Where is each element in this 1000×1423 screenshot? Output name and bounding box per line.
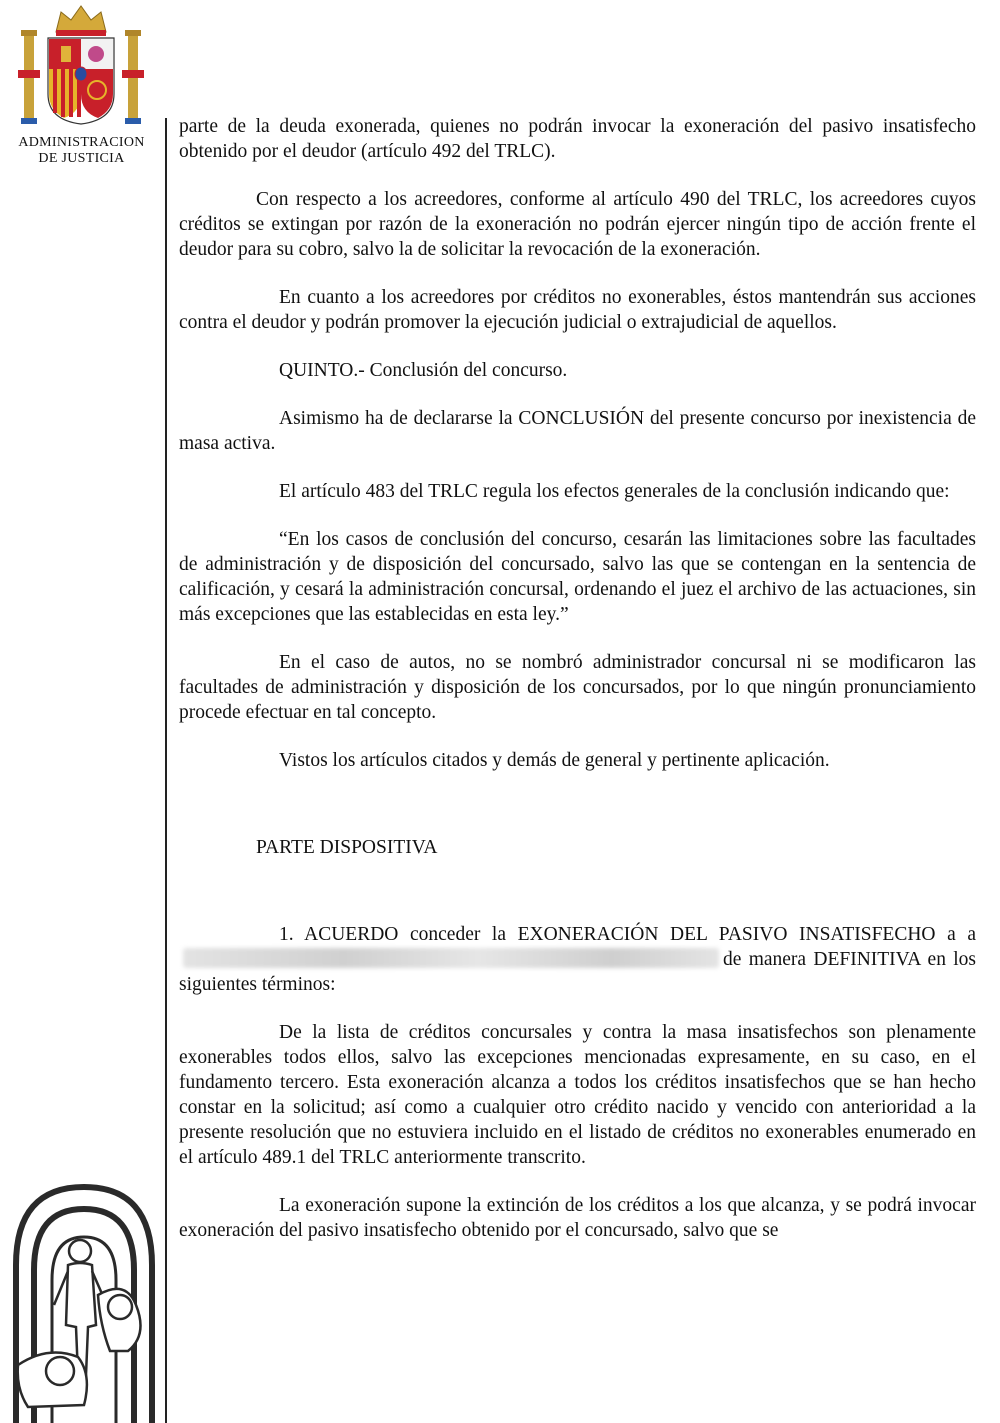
agency-name-line2: DE JUSTICIA: [38, 151, 125, 166]
section-heading: QUINTO.- Conclusión del concurso.: [279, 360, 568, 381]
paragraph: Con respecto a los acreedores, conforme al artículo 490 del TRLC, los acreedores cuyos créditos se extingan por razón de la exoneración no podrán ejercer ningún tipo de acción frente el deudor para su cobro, salvo la de solicitar la revocación de la exoneración.: [179, 189, 976, 260]
paragraph: En el caso de autos, no se nombró administrador concursal ni se modificaron las facultades de administración y disposición de los concursados, por lo que ningún pronunciamiento procede efectuar en tal concepto.: [179, 652, 976, 723]
paragraph: En cuanto a los acreedores por créditos no exonerables, éstos mantendrán sus acciones contra el deudor y podrán promover la ejecución judicial o extrajudicial de aquellos.: [179, 287, 976, 333]
document-body: [179, 114, 976, 1243]
paragraph: La exoneración supone la extinción de los créditos a los que alcanza, y se podrá invocar exoneración del pasivo insatisfecho obtenido por el concursado, salvo que se: [179, 1195, 976, 1241]
coat-of-arms-logo: [16, 2, 146, 132]
paragraph: [179, 922, 976, 997]
paragraph: parte de la deuda exonerada, quienes no podrán invocar la exoneración del pasivo insatisfecho obtenido por el deudor (artículo 492 del TRLC).: [179, 116, 976, 162]
agency-name-line1: ADMINISTRACION: [18, 135, 145, 150]
paragraph-text: 1. ACUERDO conceder la EXONERACIÓN DEL PASIVO INSATISFECHO a a: [279, 924, 976, 945]
quoted-paragraph: “En los casos de conclusión del concurso, cesarán las limitaciones sobre las facultades de administración y de disposición del concursado, salvo las que se contengan en la sentencia de calificación, y cesará la administración concursal, ordenando el juez el archivo de las actuaciones, sin más excepciones que las establecidas en esta ley.”: [179, 529, 976, 625]
paragraph-text: de manera DEFINITIVA en los siguientes términos:: [179, 949, 976, 995]
section-heading: PARTE DISPOSITIVA: [256, 837, 438, 858]
paragraph-text: El artículo 483 del TRLC regula los efectos generales de la conclusión indicando que:: [279, 481, 950, 502]
paragraph: Asimismo ha de declararse la CONCLUSIÓN del presente concurso por inexistencia de masa activa.: [179, 408, 976, 454]
margin-rule: [165, 118, 167, 1423]
regional-emblem-logo: [8, 1175, 160, 1423]
redacted-name: [183, 948, 719, 968]
paragraph: Vistos los artículos citados y demás de general y pertinente aplicación.: [279, 750, 830, 771]
paragraph: [179, 479, 976, 504]
paragraph: De la lista de créditos concursales y contra la masa insatisfechos son plenamente exonerables todos ellos, salvo las excepciones mencionadas expresamente, en su caso, en el fundamento tercero. Esta exoneración alcanza a todos los créditos insatisfechos que se han hecho constar en la solicitud; así como a cualquier otro crédito nacido y vencido con anterioridad a la presente resolución que no estuviera incluido en el listado de créditos no exonerables enumerado en el artículo 489.1 del TRLC anteriormente transcrito.: [179, 1022, 976, 1168]
